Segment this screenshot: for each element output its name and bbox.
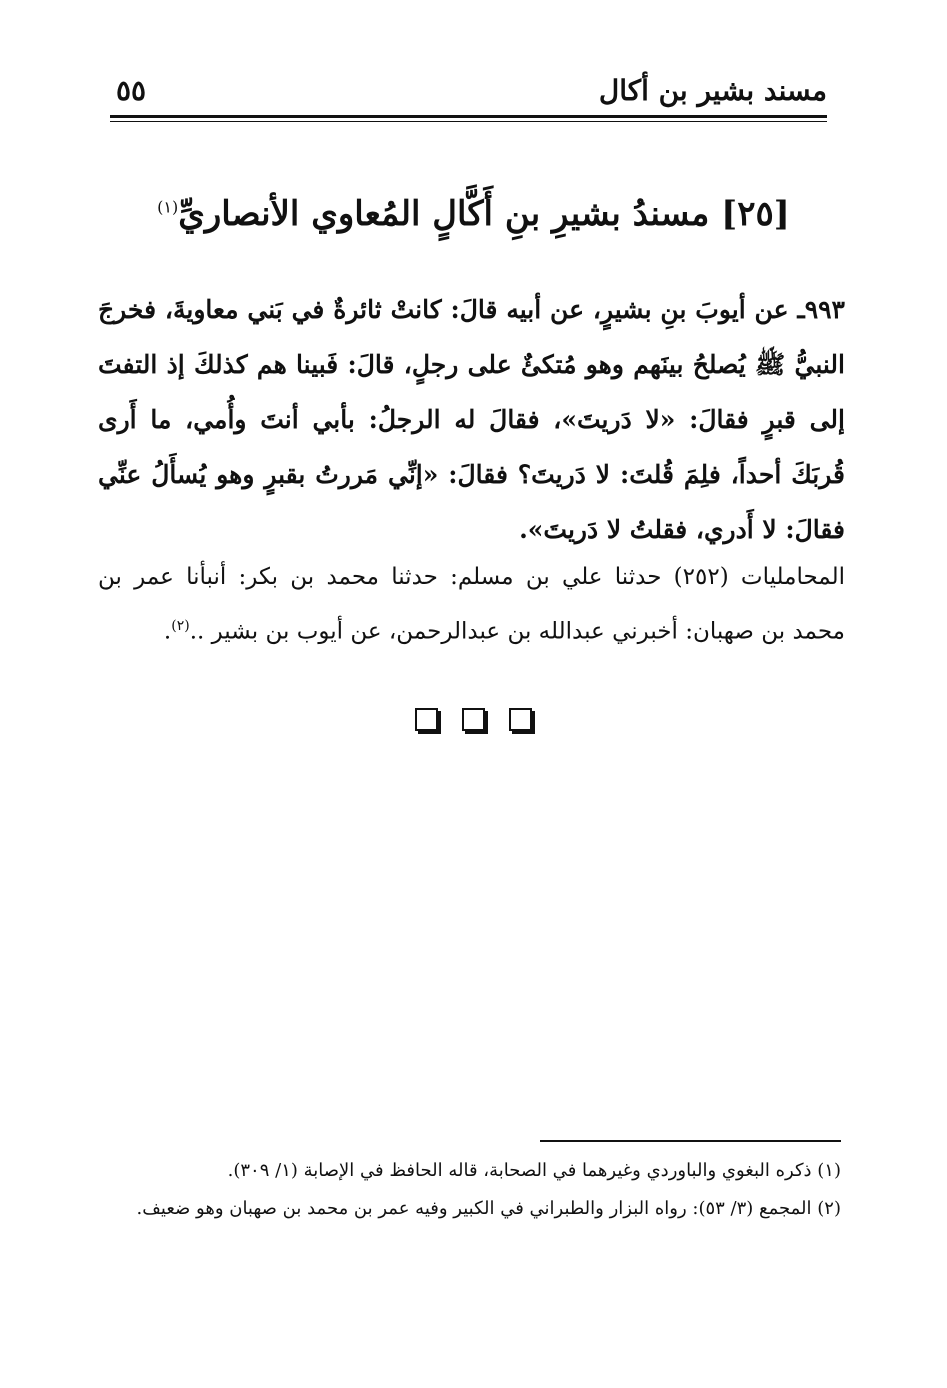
source-citation (98, 553, 845, 657)
running-title: مسند بشير بن أكال (598, 74, 827, 107)
square-box-icon (462, 708, 485, 731)
header-rule-thin (110, 121, 827, 122)
section-end-ornament (0, 708, 947, 731)
source-footnote-marker: (٢) (171, 618, 190, 634)
footnote-1: (١) ذكره البغوي والباوردي وغيرهما في الصحابة، قاله الحافظ في الإصابة (١/ ٣٠٩). (227, 1160, 841, 1181)
square-box-icon (509, 708, 532, 731)
square-box-icon (415, 708, 438, 731)
page-number: ٥٥ (116, 74, 147, 107)
source-text: المحامليات (٢٥٢) حدثنا علي بن مسلم: حدثنا محمد بن بكر: أنبأنا عمر بن محمد بن صهبان: أخبرني عبدالله بن عبدالرحمن، عن أيوب بن بشير .. (98, 564, 846, 645)
heading-footnote-marker: (١) (157, 197, 179, 217)
header-rule-thick (110, 115, 827, 118)
footnotes (98, 1152, 841, 1228)
section-heading (150, 194, 797, 234)
footnote-2: (٢) المجمع (٣/ ٥٣): رواه البزار والطبراني في الكبير وفيه عمر بن محمد بن صهبان وهو ضعيف. (136, 1198, 841, 1219)
footnote-separator (540, 1140, 841, 1142)
section-heading-text: [٢٥] مسندُ بشيرِ بنِ أَكَّالٍ المُعاوي الأنصاريِّ (178, 194, 790, 234)
running-header (110, 66, 827, 116)
source-end-punct: . (163, 618, 172, 645)
hadith-text: ٩٩٣ـ عن أيوبَ بنِ بشيرٍ، عن أبيه قالَ: كانتْ ثائرةٌ في بَني معاويةَ، فخرجَ النبيُّ ﷺ يُصلحُ بينَهم وهو مُتكئٌ على رجلٍ، قالَ: فَبينا هم كذلكَ إذ التفتَ إلى قبرٍ فقالَ: «لا دَريتَ»، فقالَ له الرجلُ: بأبي أنتَ وأُمي، ما أَرى قُربَكَ أحداً، فلِمَ قُلتَ: لا دَريتَ؟ فقالَ: «إنِّي مَررتُ بقبرٍ وهو يُسأَلُ عنِّي فقالَ: لا أَدري، فقلتُ لا دَريتَ». (98, 295, 845, 544)
